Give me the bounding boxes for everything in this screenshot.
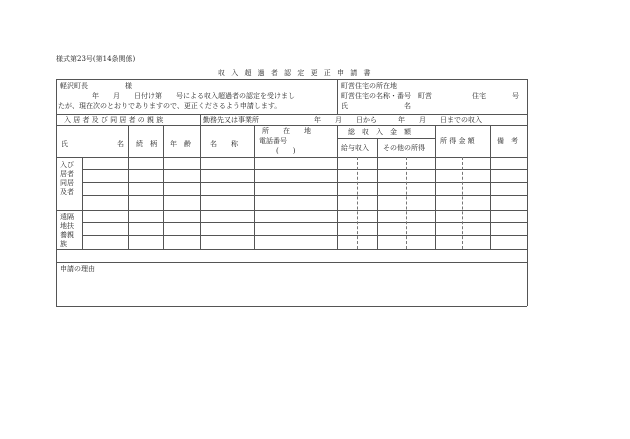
housing-number: 号	[512, 92, 519, 100]
workplace-label: 勤務先又は事業所	[203, 116, 259, 124]
housing-house: 住宅	[472, 92, 486, 100]
col-other-income: その他の所得	[383, 144, 425, 152]
col-phone-paren: ( )	[276, 147, 296, 155]
residents-group-label: 入び居者同居及者	[60, 161, 74, 196]
col-address: 所 在 地	[262, 127, 311, 135]
col-name: 氏 名	[61, 140, 124, 148]
intro-line: たが、現在次のとおりでありますので、更正くださるよう申請します。	[58, 102, 282, 110]
housing-town: 町営	[418, 92, 432, 100]
period-to: 年 月 日までの収入	[398, 116, 482, 124]
housing-location-label: 町営住宅の所在地	[341, 82, 397, 90]
form-title: 収 入 超 過 者 認 定 更 正 申 請 書	[218, 69, 373, 77]
remote-dependents-group-label: 遠隔地扶養親族	[60, 213, 74, 248]
col-remarks: 備 考	[497, 137, 518, 145]
address-to: 軽沢町長	[60, 82, 88, 90]
housing-name-label: 町営住宅の名称・番号	[341, 92, 411, 100]
col-income-amount: 所 得 金 額	[440, 137, 475, 145]
col-age: 年 齢	[170, 140, 191, 148]
col-phone: 電話番号	[259, 137, 287, 145]
col-company: 名 称	[210, 140, 238, 148]
honorific: 様	[125, 82, 132, 90]
applicant-name-label: 氏 名	[341, 102, 411, 110]
reason-label: 申請の理由	[60, 265, 95, 273]
col-salary: 給与収入	[341, 144, 369, 152]
form-number-label: 様式第23号(第14条関係)	[56, 55, 136, 63]
col-total-income: 総 収 入 金 額	[348, 128, 411, 136]
col-relation: 続 柄	[136, 140, 157, 148]
period-from: 年 月 日から	[314, 116, 377, 124]
residents-section-label: 入 居 者 及 び 同 居 者 の 親 族	[64, 116, 164, 124]
intro-date-line: 年 月 日付け第 号による収入超過者の認定を受けまし	[92, 92, 295, 100]
